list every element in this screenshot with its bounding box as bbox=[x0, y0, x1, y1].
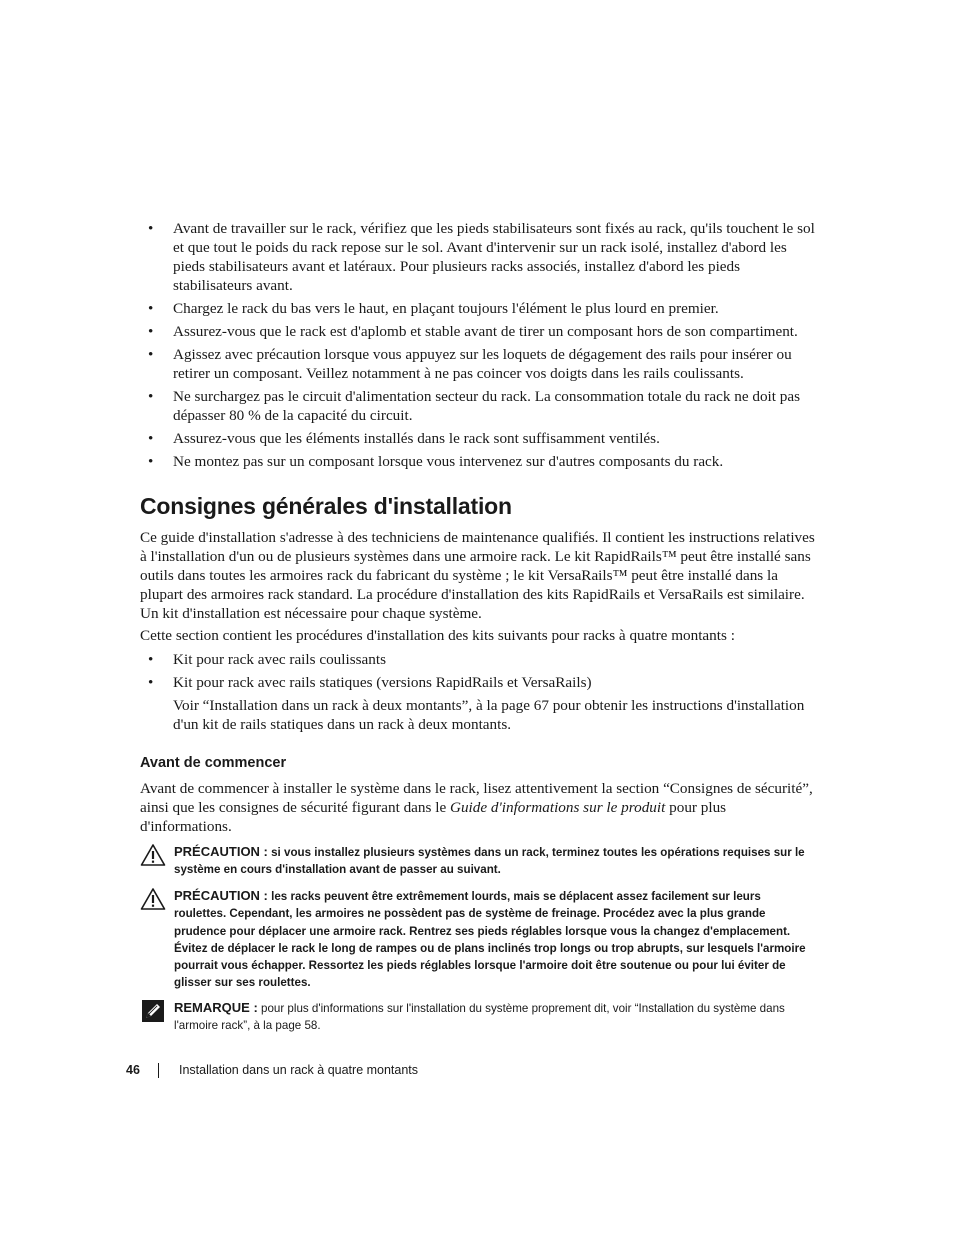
intro-paragraph: Ce guide d'installation s'adresse à des techniciens de maintenance qualifiés. Il contient les instructions relatives à l'installation d'un ou de plusieurs systèmes dans une armoire rack. Le kit RapidRails™ peut être installé sans outils dans toutes les armoires rack du fabricant du système ; le kit VersaRails™ peut être installé dans la plupart des armoires rack standard. La procédure d'installation des kits RapidRails et VersaRails est similaire. Un kit d'installation est nécessaire pour chaque système. bbox=[140, 529, 815, 622]
section-heading: Consignes générales d'installation bbox=[140, 493, 512, 519]
list-item: • Ne surchargez pas le circuit d'alimentation secteur du rack. La consommation totale du rack ne doit pas dépasser 80 % de la capacité du circuit. bbox=[148, 388, 801, 424]
kit-bullet-list bbox=[140, 650, 820, 696]
caution-label: PRÉCAUTION : bbox=[174, 888, 268, 903]
kits-lead-paragraph: Cette section contient les procédures d'installation des kits suivants pour racks à quatre montants : bbox=[140, 627, 735, 644]
bullet-icon: • bbox=[148, 346, 154, 363]
bullet-icon: • bbox=[148, 323, 154, 340]
list-item: • Agissez avec précaution lorsque vous appuyez sur les loquets de dégagement des rails pour insérer ou retirer un composant. Veillez notamment à ne pas coincer vos doigts dans les rails coulissants. bbox=[148, 346, 792, 382]
product-guide-title: Guide d'informations sur le produit bbox=[450, 799, 666, 816]
subsection-heading: Avant de commencer bbox=[140, 755, 287, 771]
bullet-icon: • bbox=[148, 453, 154, 470]
page-number: 46 bbox=[126, 1063, 140, 1077]
list-item: • Assurez-vous que les éléments installés dans le rack sont suffisamment ventilés. bbox=[148, 430, 660, 447]
bullet-icon: • bbox=[148, 388, 154, 405]
before-start-paragraph: Avant de commencer à installer le système dans le rack, lisez attentivement la section “Consignes de sécurité”, ainsi que les consignes de sécurité figurant dans le Guide d'informations sur le produit pour plus d'informations. bbox=[140, 780, 813, 835]
bullet-icon: • bbox=[148, 300, 154, 317]
chapter-title: Installation dans un rack à quatre montants bbox=[179, 1063, 419, 1077]
list-item: • Kit pour rack avec rails coulissants bbox=[148, 651, 386, 668]
kit-note-paragraph: Voir “Installation dans un rack à deux montants”, à la page 67 pour obtenir les instructions d'installation d'un kit de rails statiques dans un rack à deux montants. bbox=[173, 697, 805, 733]
note-text: REMARQUE : pour plus d'informations sur l'installation du système proprement dit, voir “Installation du système dans l'armoire rack”, à la page 58. bbox=[174, 1000, 785, 1033]
caution-label: PRÉCAUTION : bbox=[174, 844, 268, 859]
list-item: • Avant de travailler sur le rack, vérifiez que les pieds stabilisateurs sont fixés au rack, qu'ils touchent le sol et que tout le poids du rack repose sur le sol. Avant d'intervenir sur un rack isolé, installez d'abord les pieds stabilisateurs avant et latéraux. Pour plusieurs racks associés, installez d'abord les pieds stabilisateurs avant. bbox=[148, 220, 815, 294]
bullet-icon: • bbox=[148, 651, 154, 668]
bullet-icon: • bbox=[148, 220, 154, 237]
list-item: • Chargez le rack du bas vers le haut, en plaçant toujours l'élément le plus lourd en premier. bbox=[148, 300, 719, 317]
list-item: • Assurez-vous que le rack est d'aplomb et stable avant de tirer un composant hors de son compartiment. bbox=[148, 323, 798, 340]
pencil-note-icon bbox=[140, 999, 166, 1023]
note-label: REMARQUE : bbox=[174, 1000, 258, 1015]
caution-text: PRÉCAUTION : si vous installez plusieurs systèmes dans un rack, terminez toutes les opérations requises sur le système en cours d'installation avant de passer au suivant. bbox=[174, 844, 805, 877]
safety-bullet-list bbox=[140, 219, 820, 475]
list-item: • Kit pour rack avec rails statiques (versions RapidRails et VersaRails) bbox=[148, 674, 592, 691]
warning-triangle-icon bbox=[140, 887, 166, 911]
warning-triangle-icon bbox=[140, 843, 166, 867]
bullet-icon: • bbox=[148, 430, 154, 447]
list-item: • Ne montez pas sur un composant lorsque vous intervenez sur d'autres composants du rack. bbox=[148, 453, 724, 470]
caution-text: PRÉCAUTION : les racks peuvent être extrêmement lourds, mais se déplacent assez facilement sur leurs roulettes. Cependant, les armoires ne possèdent pas de système de freinage. Procédez avec la plus grande prudence pour déplacer une armoire rack. Rentrez ses pieds réglables lorsque vous la changez d'emplacement. Évitez de déplacer le rack le long de rampes ou de plans inclinés trop longs ou trop abrupts, sur lesquels l'armoire pourrait vous échapper. Ressortez les pieds réglables lorsque l'armoire doit être soutenue ou pour lui éviter de glisser sur ses roulettes. bbox=[174, 888, 806, 990]
bullet-icon: • bbox=[148, 674, 154, 691]
footer-divider bbox=[158, 1063, 159, 1078]
